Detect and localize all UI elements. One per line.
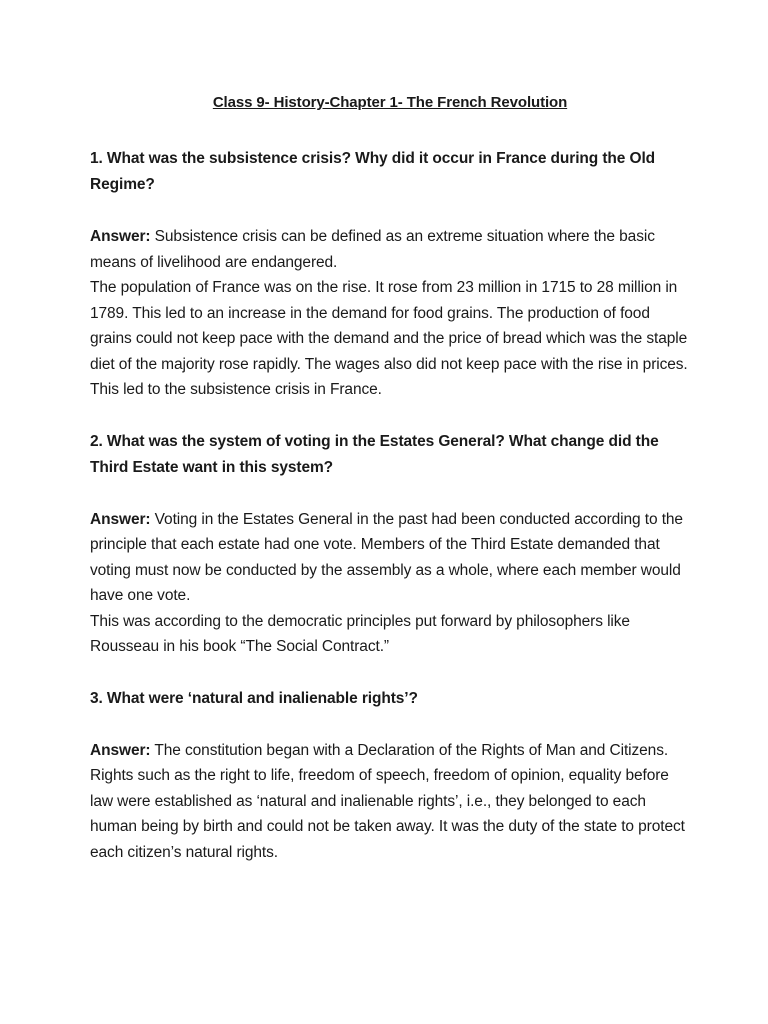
answer-2 xyxy=(90,507,690,660)
document-page xyxy=(90,92,690,891)
answer-1 xyxy=(90,224,690,403)
answer-paragraph: The population of France was on the rise. It rose from 23 million in 1715 to 28 million in 1789. This led to an increase in the demand for food grains. The production of food grains could not keep pace with the demand and the price of bread which was the staple diet of the majority rose rapidly. The wages also did not keep pace with the rise in prices. This led to the subsistence crisis in France. xyxy=(90,279,688,398)
answer-3 xyxy=(90,738,690,866)
answer-label: Answer: xyxy=(90,228,151,245)
question-3: 3. What were ‘natural and inalienable rights’? xyxy=(90,689,418,707)
answer-label: Answer: xyxy=(90,741,151,759)
answer-paragraph xyxy=(90,738,690,866)
answer-text: The constitution began with a Declaration of the Rights of Man and Citizens. Rights such as the right to life, freedom of speech, freedom of opinion, equality before law were established as ‘natural and inalienable rights’, i.e., they belonged to each human being by birth and could not be taken away. It was the duty of the state to protect each citizen’s natural rights. xyxy=(90,741,685,861)
answer-paragraph xyxy=(90,507,690,609)
question-1: 1. What was the subsistence crisis? Why did it occur in France during the Old Regime? xyxy=(90,150,656,193)
document-title: Class 9- History-Chapter 1- The French Revolution xyxy=(212,94,568,111)
answer-label: Answer: xyxy=(90,510,151,528)
question-2: 2. What was the system of voting in the Estates General? What change did the Third Estate want in this system? xyxy=(90,432,659,476)
answer-paragraph: This was according to the democratic principles put forward by philosophers like Rousseau in his book “The Social Contract.” xyxy=(90,612,630,655)
answer-text: Subsistence crisis can be defined as an extreme situation where the basic means of livelihood are endangered. xyxy=(90,228,655,271)
answer-text: Voting in the Estates General in the past had been conducted according to the principle that each estate had one vote. Members of the Third Estate demanded that voting must now be conducted by the assembly as a whole, where each member would have one vote. xyxy=(90,510,683,604)
answer-paragraph xyxy=(90,224,690,275)
